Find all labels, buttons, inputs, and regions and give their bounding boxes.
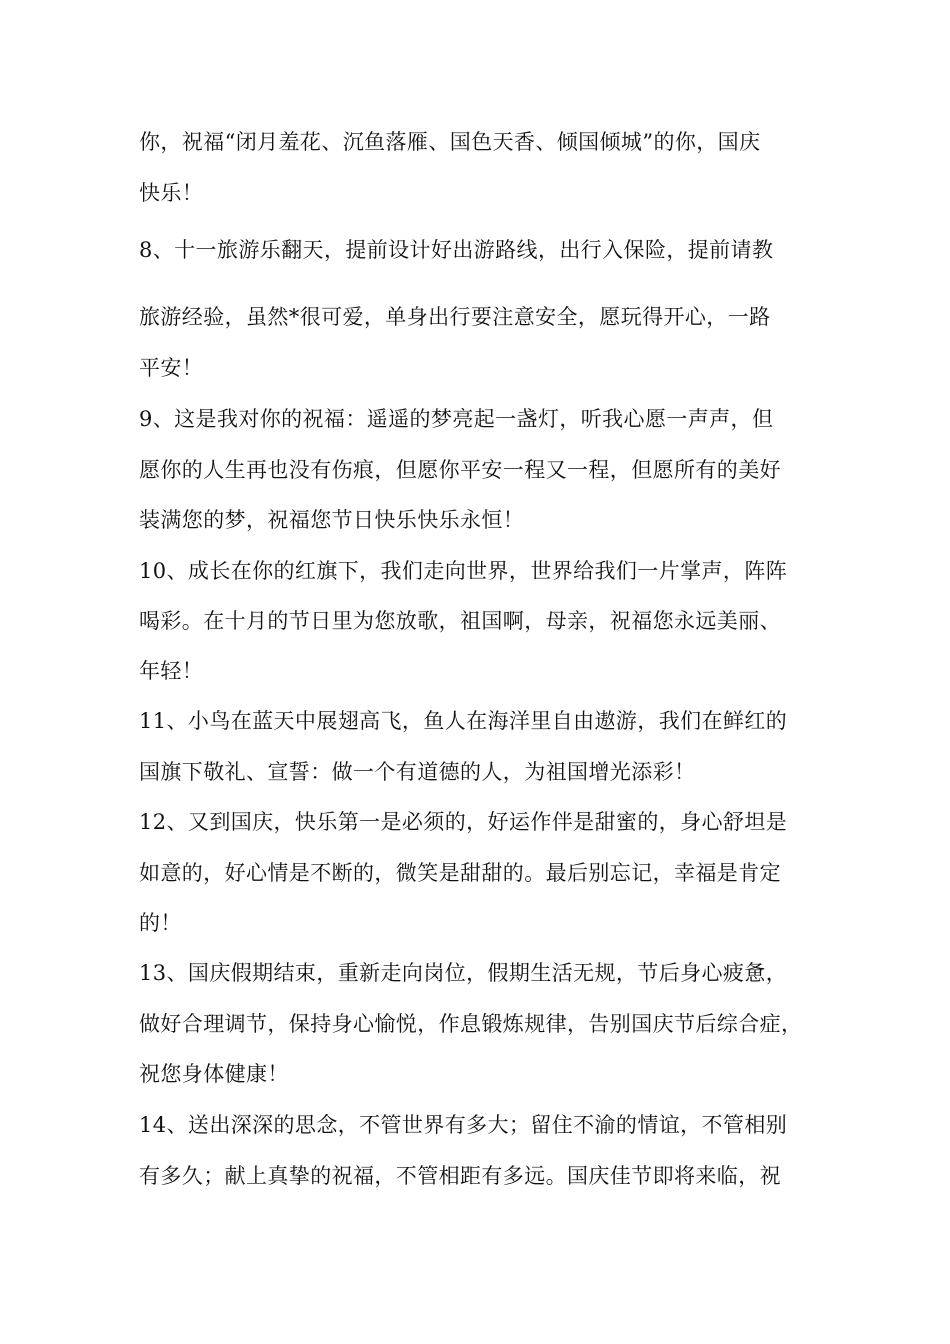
text-line: 愿你的人生再也没有伤痕，但愿你平安一程又一程，但愿所有的美好 (139, 458, 781, 482)
text-line: 国旗下敬礼、宣誓：做一个有道德的人，为祖国增光添彩！ (139, 760, 696, 784)
text-line: 8、十一旅游乐翻天，提前设计好出游路线，出行入保险，提前请教 (139, 238, 774, 262)
text-line: 有多久；献上真挚的祝福，不管相距有多远。国庆佳节即将来临，祝 (139, 1164, 781, 1188)
text-line: 14、送出深深的思念，不管世界有多大；留住不渝的情谊，不管相别 (139, 1113, 788, 1137)
text-line: 11、小鸟在蓝天中展翅高飞，鱼人在海洋里自由遨游，我们在鲜红的 (139, 709, 788, 733)
text-line: 10、成长在你的红旗下，我们走向世界，世界给我们一片掌声，阵阵 (139, 559, 788, 583)
text-line: 的！ (139, 911, 182, 935)
text-line: 你，祝福“闭月羞花、沉鱼落雁、国色天香、倾国倾城”的你，国庆 (139, 130, 761, 154)
text-line: 12、又到国庆，快乐第一是必须的，好运作伴是甜蜜的，身心舒坦是 (139, 810, 788, 834)
text-line: 旅游经验，虽然*很可爱，单身出行要注意安全，愿玩得开心，一路 (139, 305, 771, 329)
text-line: 平安！ (139, 356, 204, 380)
text-line: 快乐！ (139, 181, 204, 205)
text-line: 做好合理调节，保持身心愉悦，作息锻炼规律，告别国庆节后综合症， (139, 1012, 803, 1036)
text-line: 祝您身体健康！ (139, 1062, 289, 1086)
text-line: 9、这是我对你的祝福：遥遥的梦亮起一盏灯，听我心愿一声声，但 (139, 407, 774, 431)
text-line: 年轻！ (139, 659, 204, 683)
text-line: 如意的，好心情是不断的，微笑是甜甜的。最后别忘记，幸福是肯定 (139, 861, 781, 885)
text-line: 喝彩。在十月的节日里为您放歌，祖国啊，母亲，祝福您永远美丽、 (139, 609, 781, 633)
text-line: 13、国庆假期结束，重新走向岗位，假期生活无规，节后身心疲惫， (139, 961, 788, 985)
text-line: 装满您的梦，祝福您节日快乐快乐永恒！ (139, 508, 525, 532)
